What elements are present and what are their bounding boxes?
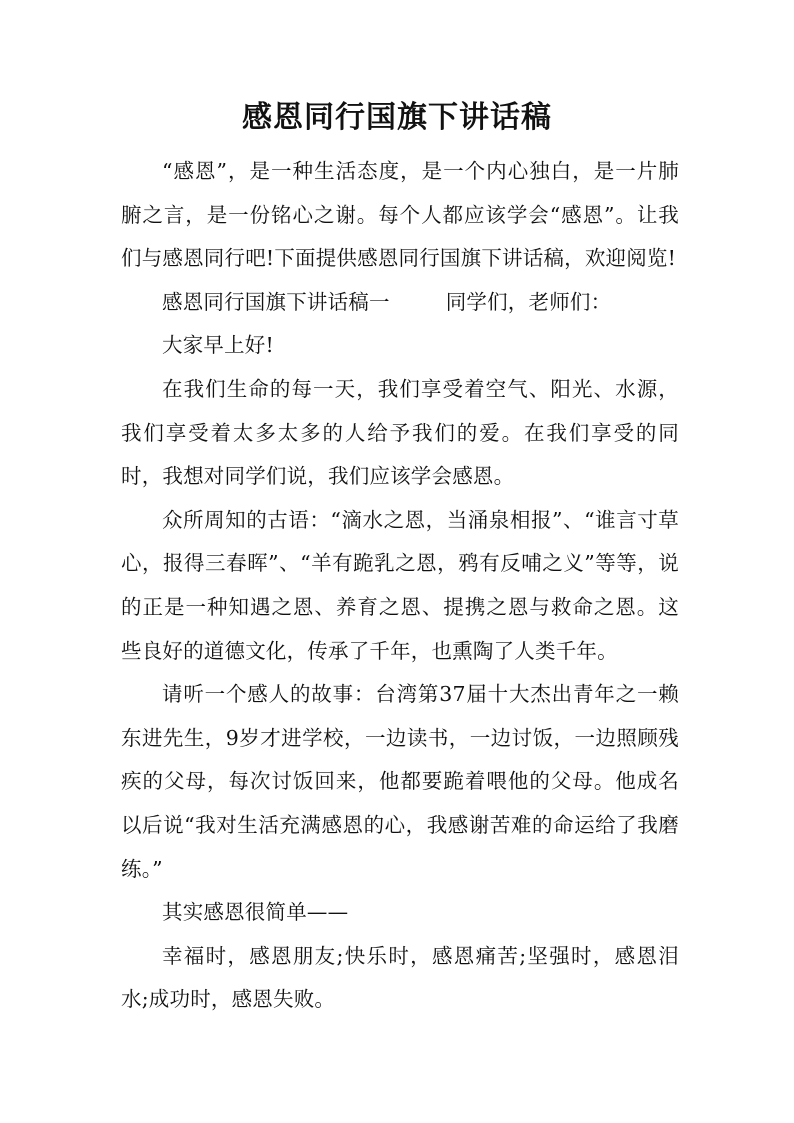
- paragraph-gratitude-list: 幸福时，感恩朋友;快乐时，感恩痛苦;坚强时，感恩泪水;成功时，感恩失败。: [121, 943, 679, 1012]
- intro-paragraph: “感恩”，是一种生活态度，是一个内心独白，是一片肺腑之言，是一份铭心之谢。每个人都应该学会“感恩”。让我们与感恩同行吧!下面提供感恩同行国旗下讲话稿，欢迎阅览!: [121, 159, 679, 271]
- section-heading: 感恩同行国旗下讲话稿一: [162, 289, 390, 314]
- paragraph-proverbs: 众所周知的古语：“滴水之恩，当涌泉相报”、“谁言寸草心，报得三春晖”、“羊有跪乳之恩，鸦有反哺之义”等等，说的正是一种知遇之恩、养育之恩、提携之恩与救命之恩。这些良好的道德文化，传承了千年，也熏陶了人类千年。: [121, 507, 679, 663]
- paragraph-simple: 其实感恩很简单——: [162, 900, 349, 925]
- paragraph-story: 请听一个感人的故事：台湾第37届十大杰出青年之一赖东进先生，9岁才进学校，一边读书，一边讨饭，一边照顾残疾的父母，每次讨饭回来，他都要跪着喂他的父母。他成名以后说“我对生活充满感恩的心，我感谢苦难的命运给了我磨练。”: [121, 682, 679, 881]
- paragraph-gratitude-daily: 在我们生命的每一天，我们享受着空气、阳光、水源，我们享受着太多太多的人给予我们的爱。在我们享受的同时，我想对同学们说，我们应该学会感恩。: [121, 376, 679, 489]
- greeting: 同学们，老师们：: [445, 289, 612, 314]
- document-body: [121, 150, 679, 1022]
- section-heading-line: [121, 281, 679, 325]
- page-title: 感恩同行国旗下讲话稿: [242, 100, 552, 135]
- paragraph-morning: 大家早上好!: [162, 333, 274, 358]
